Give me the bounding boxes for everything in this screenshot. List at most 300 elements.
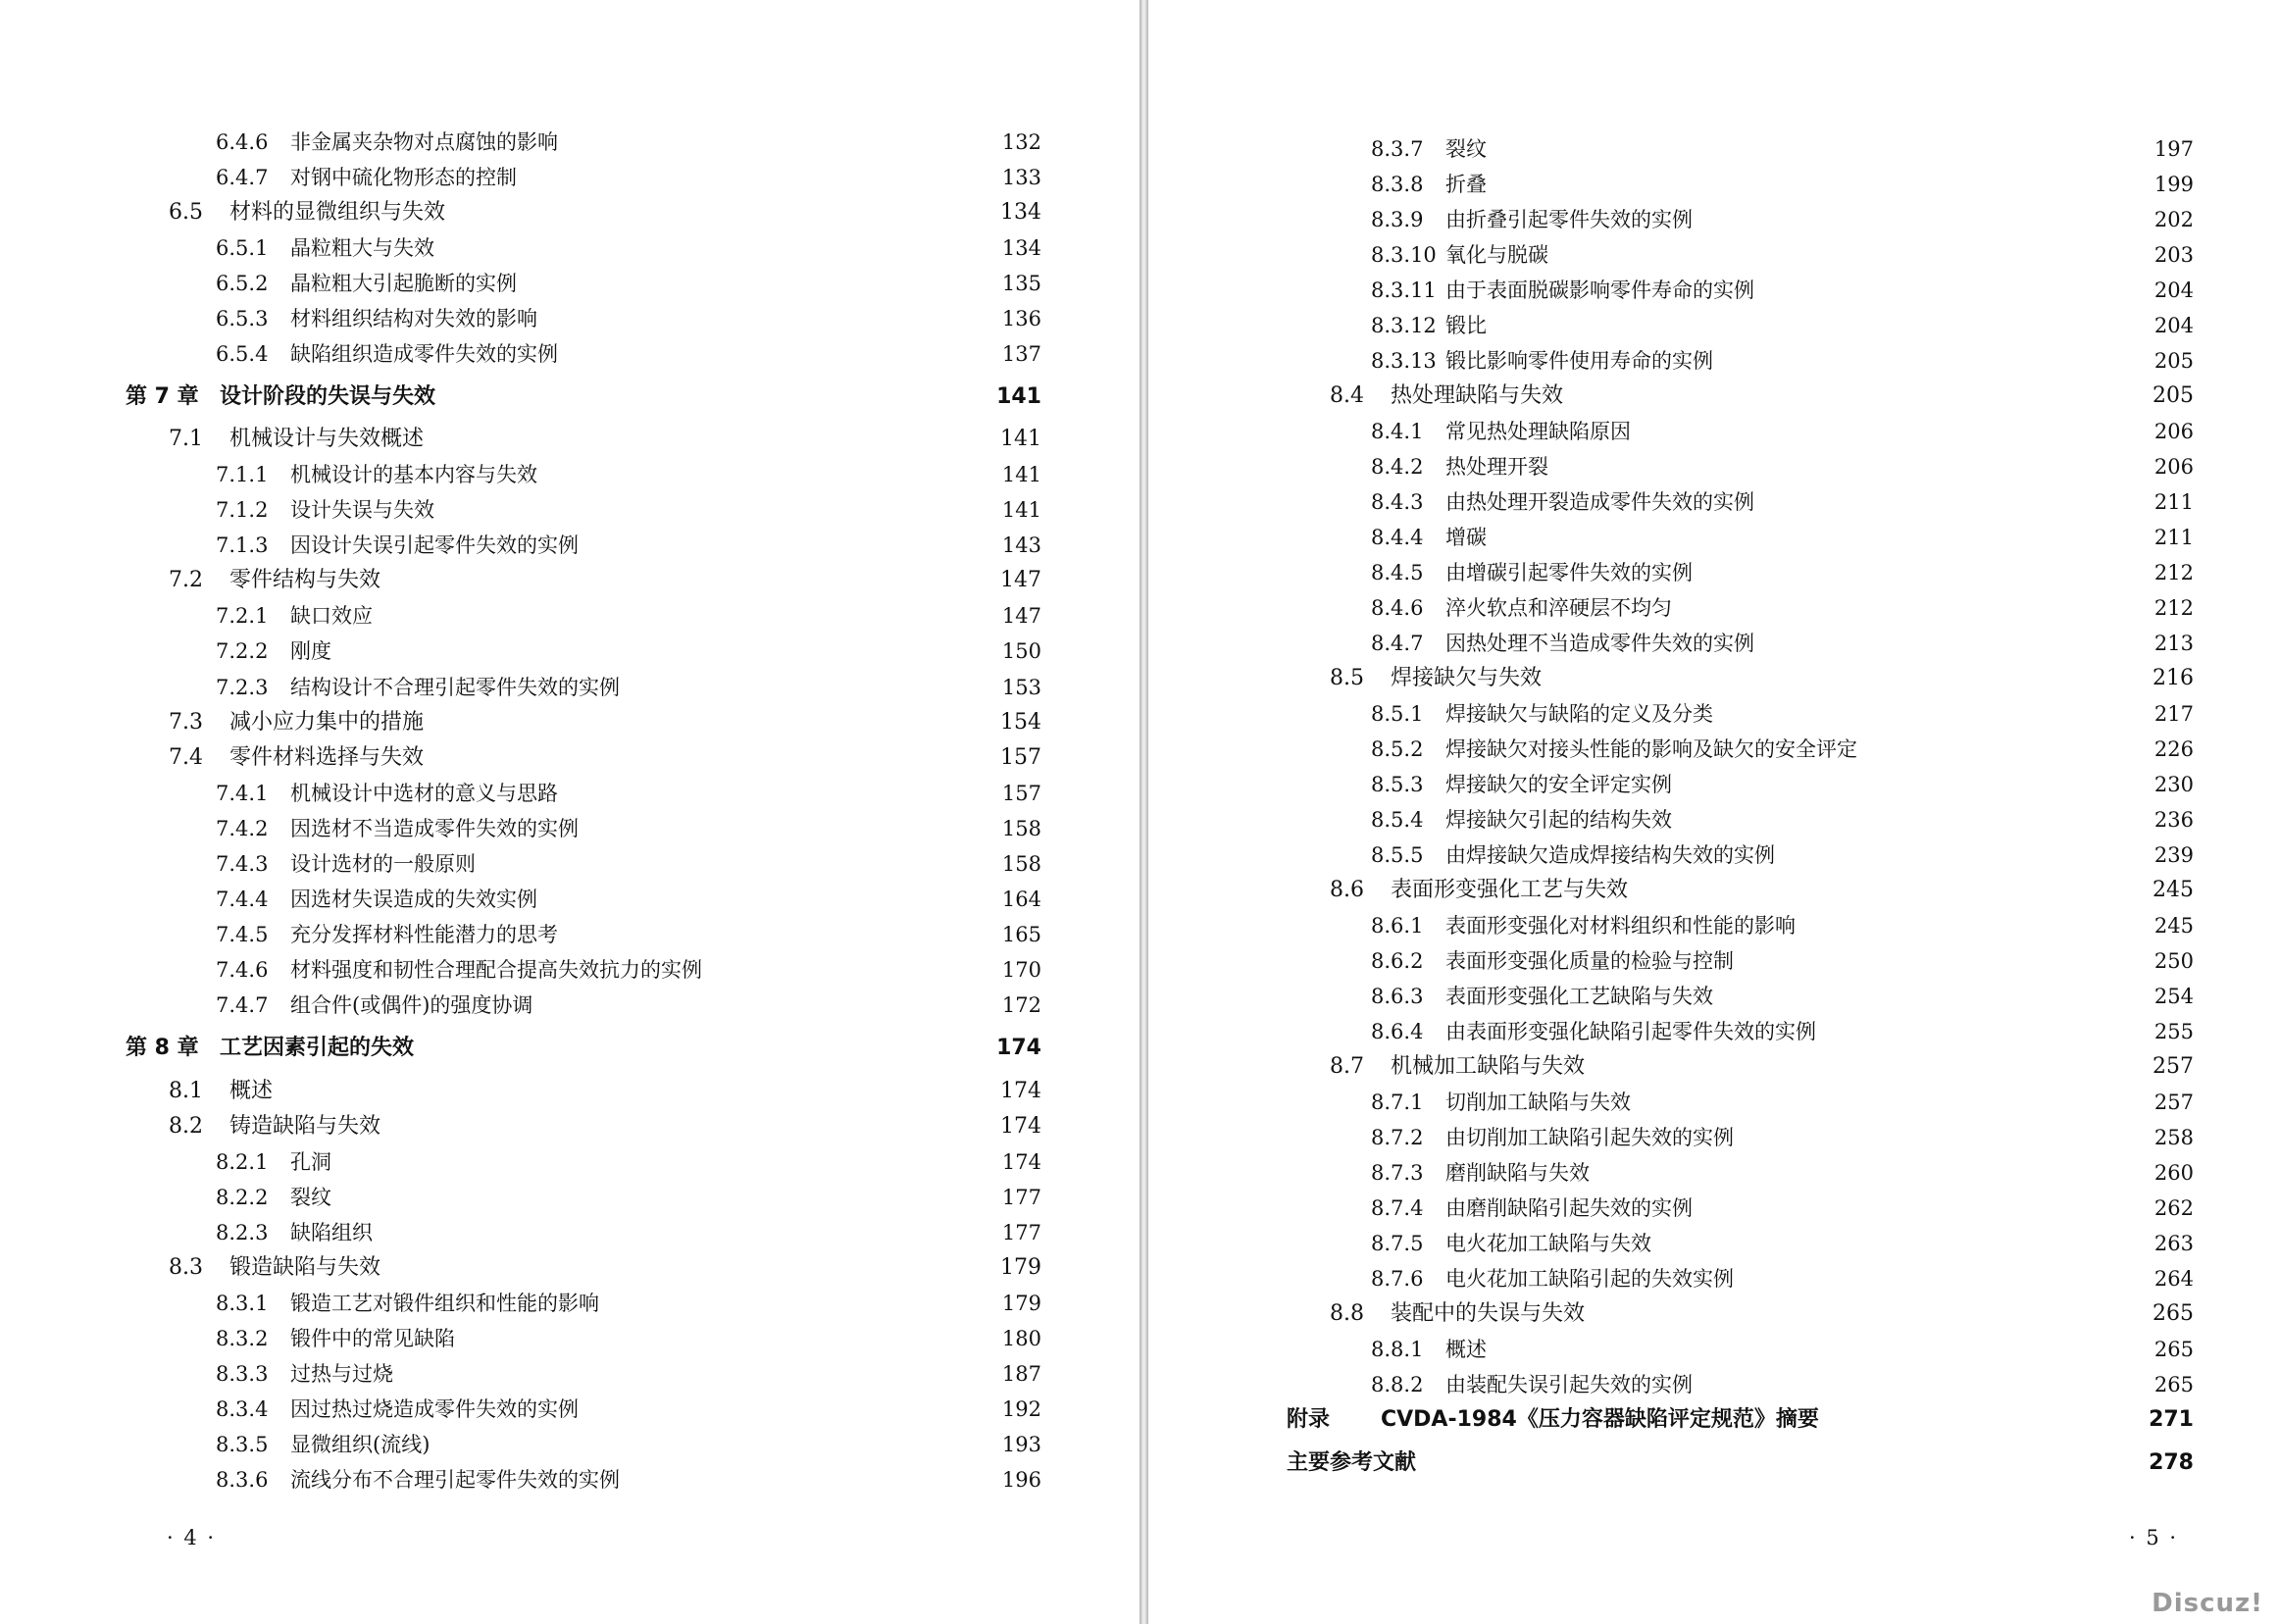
toc-entry-number: 7.1.1	[216, 463, 269, 486]
toc-entry-number: 8.4.1	[1371, 420, 1424, 443]
dot-leader	[545, 457, 994, 492]
toc-entry-number: 8.7.1	[1371, 1091, 1424, 1114]
toc-entry-title: 增碳	[1445, 526, 1487, 549]
toc-entry-number: 8.4.5	[1371, 561, 1424, 584]
toc-entry-number: 8.7.4	[1371, 1196, 1424, 1220]
dot-leader	[1639, 414, 2147, 449]
toc-subsection-entry	[216, 1286, 1041, 1321]
toc-page-number: 271	[2149, 1407, 2194, 1432]
dot-leader	[339, 634, 994, 669]
toc-page-number: 263	[2153, 1232, 2194, 1255]
toc-subsection-entry	[1371, 484, 2194, 520]
toc-subsection-entry	[216, 1215, 1041, 1250]
toc-subsection-entry	[216, 634, 1041, 669]
toc-subsection-entry	[1371, 520, 2194, 555]
toc-page-number: 153	[1001, 676, 1041, 699]
toc-page-number: 262	[2153, 1196, 2194, 1220]
toc-subsection-entry	[1371, 979, 2194, 1014]
toc-entry-text	[216, 266, 517, 301]
toc-section-entry	[169, 1074, 1041, 1109]
toc-section-entry	[1330, 379, 2194, 414]
toc-subsection-entry	[216, 301, 1041, 336]
toc-page-number: 141	[1001, 463, 1041, 486]
toc-entry-title: 焊接缺欠引起的结构失效	[1445, 808, 1672, 832]
dot-leader	[1636, 873, 2145, 908]
toc-entry-number: 6.5.4	[216, 342, 269, 366]
dot-leader	[1593, 1296, 2145, 1332]
toc-entry-text	[1371, 449, 1548, 484]
dot-leader	[422, 1031, 988, 1066]
toc-entry-text	[1330, 379, 1563, 414]
toc-subsection-entry	[216, 811, 1041, 846]
toc-subsection-entry	[1371, 237, 2194, 273]
toc-entry-text	[216, 988, 532, 1023]
toc-entry-title: 折叠	[1445, 173, 1487, 196]
toc-page-number: 137	[1001, 342, 1041, 366]
dot-leader	[586, 528, 994, 563]
toc-entry-number: 8.3.13	[1371, 349, 1437, 373]
toc-page-number: 258	[2153, 1126, 2194, 1149]
dot-leader	[628, 670, 994, 705]
toc-entry-number: 7.4.3	[216, 852, 269, 876]
toc-subsection-entry	[1371, 449, 2194, 484]
toc-entry-number: 6.5.3	[216, 307, 269, 330]
toc-entry-text	[1371, 1120, 1734, 1155]
toc-page-number: 154	[1000, 710, 1041, 735]
toc-entry-number: 8.6.4	[1371, 1020, 1424, 1043]
toc-entry-number: 8.5.3	[1371, 773, 1424, 796]
toc-page-number: 213	[2153, 632, 2194, 655]
dot-leader	[628, 1462, 994, 1497]
dot-leader	[1494, 1332, 2147, 1367]
toc-entry-text	[216, 301, 537, 336]
toc-page-number: 177	[1001, 1186, 1041, 1209]
toc-entry-title: 主要参考文献	[1287, 1450, 1417, 1475]
toc-entry-title: 表面形变强化工艺缺陷与失效	[1445, 985, 1713, 1008]
dot-leader	[380, 1215, 994, 1250]
toc-page-number: 197	[2153, 137, 2194, 161]
toc-entry-title: 表面形变强化工艺与失效	[1391, 878, 1629, 902]
toc-entry-text	[1371, 908, 1796, 943]
toc-subsection-entry	[216, 882, 1041, 917]
toc-page-number: 206	[2153, 455, 2194, 479]
toc-entry-text	[216, 457, 537, 492]
toc-page-number: 265	[2152, 1301, 2194, 1326]
toc-entry-number: 8.3.1	[216, 1292, 269, 1315]
toc-page-number: 239	[2153, 843, 2194, 867]
toc-entry-number: 8.3.8	[1371, 173, 1424, 196]
toc-entry-number: 7.4.5	[216, 923, 269, 946]
dot-leader	[1494, 308, 2147, 343]
toc-section-entry	[1330, 661, 2194, 696]
toc-subsection-entry	[1371, 1261, 2194, 1296]
toc-entry-title: 缺陷组织	[290, 1221, 373, 1244]
toc-entry-text	[216, 1321, 455, 1356]
toc-page-number: 150	[1001, 639, 1041, 663]
toc-subsection-entry	[1371, 414, 2194, 449]
toc-subsection-entry	[216, 1356, 1041, 1392]
toc-entry-text	[1371, 590, 1672, 626]
dot-leader	[1597, 1155, 2147, 1191]
toc-entry-number: 7.4.6	[216, 958, 269, 982]
toc-entry-title: 锻比	[1445, 314, 1487, 337]
toc-subsection-entry	[216, 266, 1041, 301]
dot-leader	[443, 380, 988, 415]
toc-subsection-entry	[216, 160, 1041, 195]
toc-subsection-entry	[216, 598, 1041, 634]
dot-leader	[566, 776, 994, 811]
toc-entry-number: 8.3.10	[1371, 243, 1437, 267]
toc-entry-text	[1371, 1226, 1651, 1261]
toc-section-entry	[1330, 873, 2194, 908]
toc-entry-text	[216, 846, 476, 882]
toc-entry-text	[169, 1250, 380, 1286]
dot-leader	[1721, 696, 2147, 732]
dot-leader	[431, 705, 992, 740]
toc-entry-text	[216, 1356, 393, 1392]
toc-entry-text	[1371, 1155, 1590, 1191]
toc-entry-title: 零件材料选择与失效	[229, 745, 425, 770]
right-page	[1148, 0, 2279, 1624]
dot-leader	[1742, 943, 2147, 979]
toc-entry-number: 8.7.5	[1371, 1232, 1424, 1255]
dot-leader	[1680, 767, 2147, 802]
toc-page-number: 164	[1001, 888, 1041, 911]
dot-leader	[1762, 484, 2147, 520]
toc-entry-text	[1371, 837, 1775, 873]
dot-leader	[280, 1074, 992, 1109]
dot-leader	[545, 301, 994, 336]
toc-subsection-entry	[1371, 202, 2194, 237]
toc-subsection-entry	[1371, 131, 2194, 167]
toc-entry-text	[216, 160, 517, 195]
dot-leader	[545, 882, 994, 917]
toc-entry-text	[1371, 555, 1693, 590]
toc-subsection-entry	[216, 846, 1041, 882]
toc-entry-text	[216, 670, 620, 705]
dot-leader	[1721, 979, 2147, 1014]
toc-entry-title: 晶粒粗大与失效	[290, 236, 434, 260]
toc-entry-text	[216, 1427, 430, 1462]
toc-entry-title: 材料的显微组织与失效	[229, 200, 446, 225]
toc-entry-title: 机械设计与失效概述	[229, 427, 425, 451]
dot-leader	[525, 160, 994, 195]
toc-page-number: 192	[1001, 1397, 1041, 1421]
toc-entry-text	[1371, 802, 1672, 837]
toc-entry-title: 机械设计的基本内容与失效	[290, 463, 537, 486]
toc-page-number: 254	[2153, 985, 2194, 1008]
toc-entry-number: 6.4.6	[216, 130, 269, 154]
dot-leader	[1827, 1402, 2141, 1438]
toc-section-entry	[169, 1250, 1041, 1286]
toc-page-number: 147	[1000, 568, 1041, 592]
toc-entry-text	[1371, 131, 1487, 167]
toc-entry-number: 8.3.4	[216, 1397, 269, 1421]
toc-page-number: 264	[2153, 1267, 2194, 1291]
toc-entry-number: 7.2.2	[216, 639, 269, 663]
toc-entry-number: 附录	[1287, 1407, 1331, 1432]
toc-entry-number: 8.3.9	[1371, 208, 1424, 231]
toc-entry-number: 8.3.7	[1371, 137, 1424, 161]
toc-entry-text	[169, 195, 445, 230]
toc-entry-text	[216, 882, 537, 917]
toc-entry-title: 由切削加工缺陷引起失效的实例	[1445, 1126, 1734, 1149]
toc-entry-number: 8.5	[1330, 666, 1364, 690]
toc-entry-number: 7.4.2	[216, 817, 269, 840]
toc-entry-text	[216, 1462, 620, 1497]
toc-page-number: 216	[2152, 666, 2194, 690]
toc-subsection-entry	[1371, 943, 2194, 979]
toc-subsection-entry	[1371, 273, 2194, 308]
toc-page-number: 199	[2153, 173, 2194, 196]
toc-entry-text	[169, 1109, 380, 1144]
dot-leader	[388, 1250, 992, 1286]
toc-page-number: 202	[2153, 208, 2194, 231]
toc-entry-number: 第 8 章	[126, 1036, 199, 1060]
toc-page-number: 255	[2153, 1020, 2194, 1043]
toc-subsection-entry	[1371, 1367, 2194, 1402]
toc-entry-text	[216, 528, 579, 563]
toc-entry-number: 8.8.1	[1371, 1338, 1424, 1361]
toc-entry-title: 显微组织(流线)	[290, 1433, 430, 1456]
toc-entry-number: 8.6.1	[1371, 914, 1424, 938]
toc-entry-title: 因设计失误引起零件失效的实例	[290, 533, 579, 557]
dot-leader	[566, 125, 994, 160]
dot-leader	[401, 1356, 994, 1392]
toc-section-entry	[169, 563, 1041, 598]
dot-leader	[453, 195, 992, 230]
dot-leader	[1680, 802, 2147, 837]
toc-page-number: 265	[2153, 1373, 2194, 1396]
toc-page-number: 204	[2153, 314, 2194, 337]
toc-entry-title: 孔洞	[290, 1150, 331, 1174]
toc-entry-number: 8.2.1	[216, 1150, 269, 1174]
toc-entry-title: 由焊接缺欠造成焊接结构失效的实例	[1445, 843, 1775, 867]
toc-entry-text	[169, 563, 380, 598]
toc-entry-title: 流线分布不合理引起零件失效的实例	[290, 1468, 620, 1492]
toc-entry-number: 7.1	[169, 427, 203, 451]
toc-page-number: 134	[1000, 200, 1041, 225]
toc-entry-title: 焊接缺欠与失效	[1391, 666, 1543, 690]
toc-subsection-entry	[216, 1427, 1041, 1462]
dot-leader	[1593, 1049, 2145, 1085]
toc-entry-text	[1287, 1402, 1819, 1438]
toc-entry-text	[216, 598, 373, 634]
toc-page-number: 245	[2152, 878, 2194, 902]
toc-page-number: 141	[1001, 498, 1041, 522]
toc-subsection-entry	[1371, 555, 2194, 590]
dot-leader	[710, 952, 994, 988]
toc-entry-number: 8.3.2	[216, 1327, 269, 1350]
toc-entry-text	[1371, 626, 1754, 661]
toc-page-number: 265	[2153, 1338, 2194, 1361]
toc-entry-title: 材料强度和韧性合理配合提高失效抗力的实例	[290, 958, 702, 982]
toc-entry-title: 结构设计不合理引起零件失效的实例	[290, 676, 620, 699]
toc-page-number: 174	[1001, 1150, 1041, 1174]
dot-leader	[586, 811, 994, 846]
toc-entry-text	[216, 1286, 599, 1321]
toc-entry-text	[169, 705, 424, 740]
toc-page-number: 196	[1001, 1468, 1041, 1492]
dot-leader	[463, 1321, 994, 1356]
toc-entry-text	[216, 917, 558, 952]
dot-leader	[388, 1109, 992, 1144]
toc-page-number: 174	[1000, 1079, 1041, 1103]
toc-entry-text	[1371, 520, 1487, 555]
toc-page-number: 141	[1000, 427, 1041, 451]
toc-entry-text	[126, 380, 435, 415]
toc-entry-number: 8.7.3	[1371, 1161, 1424, 1185]
toc-entry-text	[1371, 167, 1487, 202]
toc-subsection-entry	[1371, 1226, 2194, 1261]
dot-leader	[1424, 1446, 2141, 1481]
toc-entry-title: 磨削缺陷与失效	[1445, 1161, 1590, 1185]
toc-subsection-entry	[1371, 837, 2194, 873]
toc-page-number: 226	[2153, 737, 2194, 761]
toc-entry-text	[1371, 1367, 1693, 1402]
toc-entry-text	[1371, 1332, 1487, 1367]
dot-leader	[1762, 626, 2147, 661]
dot-leader	[442, 492, 994, 528]
toc-subsection-entry	[1371, 1332, 2194, 1367]
toc-entry-number: 7.1.2	[216, 498, 269, 522]
toc-entry-number: 8.3.12	[1371, 314, 1437, 337]
toc-entry-title: 概述	[229, 1079, 274, 1103]
toc-entry-title: 充分发挥材料性能潜力的思考	[290, 923, 558, 946]
toc-entry-number: 6.4.7	[216, 166, 269, 189]
toc-page-number: 179	[1001, 1292, 1041, 1315]
toc-entry-number: 8.4	[1330, 383, 1364, 408]
toc-entry-title: 表面形变强化对材料组织和性能的影响	[1445, 914, 1796, 938]
toc-page-number: 205	[2153, 349, 2194, 373]
toc-section-entry	[1330, 1296, 2194, 1332]
toc-entry-text	[1371, 273, 1754, 308]
toc-entry-number: 8.8.2	[1371, 1373, 1424, 1396]
dot-leader	[1659, 1226, 2147, 1261]
dot-leader	[1865, 732, 2147, 767]
toc-entry-title: 由增碳引起零件失效的实例	[1445, 561, 1693, 584]
toc-entry-number: 8.3.11	[1371, 279, 1437, 302]
toc-entry-title: 由于表面脱碳影响零件寿命的实例	[1445, 279, 1754, 302]
dot-leader	[339, 1180, 994, 1215]
toc-subsection-entry	[216, 336, 1041, 372]
toc-entry-number: 8.4.7	[1371, 632, 1424, 655]
toc-page-number: 193	[1001, 1433, 1041, 1456]
toc-entry-title: 机械设计中选材的意义与思路	[290, 782, 558, 805]
toc-chapter-entry	[126, 380, 1041, 415]
dot-leader	[1700, 1367, 2147, 1402]
toc-subsection-entry	[1371, 1155, 2194, 1191]
toc-entry-title: 非金属夹杂物对点腐蚀的影响	[290, 130, 558, 154]
toc-subsection-entry	[1371, 167, 2194, 202]
toc-subsection-entry	[1371, 308, 2194, 343]
dot-leader	[1494, 131, 2147, 167]
toc-subsection-entry	[1371, 802, 2194, 837]
toc-entry-text	[216, 1144, 331, 1180]
toc-entry-number: 8.8	[1330, 1301, 1364, 1326]
toc-chapter-entry	[1287, 1402, 2194, 1438]
toc-entry-title: 由表面形变强化缺陷引起零件失效的实例	[1445, 1020, 1816, 1043]
dot-leader	[1494, 167, 2147, 202]
toc-entry-number: 7.4	[169, 745, 203, 770]
toc-entry-title: 对钢中硫化物形态的控制	[290, 166, 517, 189]
toc-page-number: 172	[1001, 993, 1041, 1017]
toc-subsection-entry	[216, 1321, 1041, 1356]
toc-page-number: 141	[996, 384, 1041, 409]
toc-entry-text	[216, 811, 579, 846]
toc-entry-number: 第 7 章	[126, 384, 199, 409]
toc-page-number: 203	[2153, 243, 2194, 267]
toc-entry-title: 工艺因素引起的失效	[220, 1036, 415, 1060]
toc-entry-text	[1330, 873, 1628, 908]
dot-leader	[1700, 1191, 2147, 1226]
toc-entry-title: 由热处理开裂造成零件失效的实例	[1445, 490, 1754, 514]
toc-entry-title: 刚度	[290, 639, 331, 663]
toc-entry-number: 8.7.2	[1371, 1126, 1424, 1149]
toc-entry-title: 氧化与脱碳	[1445, 243, 1548, 267]
toc-page-number: 236	[2153, 808, 2194, 832]
toc-entry-title: 因选材不当造成零件失效的实例	[290, 817, 579, 840]
toc-subsection-entry	[1371, 1120, 2194, 1155]
toc-entry-title: 装配中的失误与失效	[1391, 1301, 1586, 1326]
toc-entry-title: 锻造工艺对锻件组织和性能的影响	[290, 1292, 599, 1315]
toc-subsection-entry	[216, 125, 1041, 160]
toc-subsection-entry	[1371, 696, 2194, 732]
toc-entry-number: 8.2.3	[216, 1221, 269, 1244]
dot-leader	[339, 1144, 994, 1180]
toc-entry-number: 8.4.6	[1371, 596, 1424, 620]
toc-entry-text	[1371, 979, 1713, 1014]
toc-subsection-entry	[216, 1144, 1041, 1180]
toc-entry-number: 8.6.3	[1371, 985, 1424, 1008]
toc-subsection-entry	[216, 917, 1041, 952]
toc-page-number: 133	[1001, 166, 1041, 189]
toc-subsection-entry	[216, 670, 1041, 705]
toc-entry-title: 焊接缺欠对接头性能的影响及缺欠的安全评定	[1445, 737, 1857, 761]
dot-leader	[525, 266, 994, 301]
toc-entry-number: 8.5.1	[1371, 702, 1424, 726]
toc-page-number: 212	[2153, 596, 2194, 620]
toc-entry-text	[169, 422, 424, 457]
toc-entry-number: 8.5.4	[1371, 808, 1424, 832]
toc-entry-text	[1371, 484, 1754, 520]
toc-entry-title: CVDA-1984《压力容器缺陷评定规范》摘要	[1381, 1407, 1819, 1432]
toc-subsection-entry	[216, 457, 1041, 492]
toc-entry-text	[1371, 1261, 1734, 1296]
toc-entry-title: 因选材失误造成的失效实例	[290, 888, 537, 911]
toc-entry-number: 8.4.4	[1371, 526, 1424, 549]
toc-entry-text	[216, 125, 558, 160]
dot-leader	[1494, 520, 2147, 555]
toc-subsection-entry	[216, 230, 1041, 266]
dot-leader	[1762, 273, 2147, 308]
toc-entry-number: 7.1.3	[216, 533, 269, 557]
toc-entry-text	[1371, 202, 1693, 237]
toc-entry-text	[216, 336, 558, 372]
toc-page-number: 147	[1001, 604, 1041, 628]
toc-entry-text	[1371, 308, 1487, 343]
toc-page-number: 211	[2153, 490, 2194, 514]
toc-subsection-entry	[1371, 1014, 2194, 1049]
dot-leader	[442, 230, 994, 266]
toc-entry-title: 焊接缺欠的安全评定实例	[1445, 773, 1672, 796]
dot-leader	[540, 988, 994, 1023]
toc-entry-title: 常见热处理缺陷原因	[1445, 420, 1631, 443]
toc-page-number: 278	[2149, 1450, 2194, 1475]
toc-page-number: 206	[2153, 420, 2194, 443]
toc-subsection-entry	[216, 492, 1041, 528]
toc-entry-number: 7.4.7	[216, 993, 269, 1017]
